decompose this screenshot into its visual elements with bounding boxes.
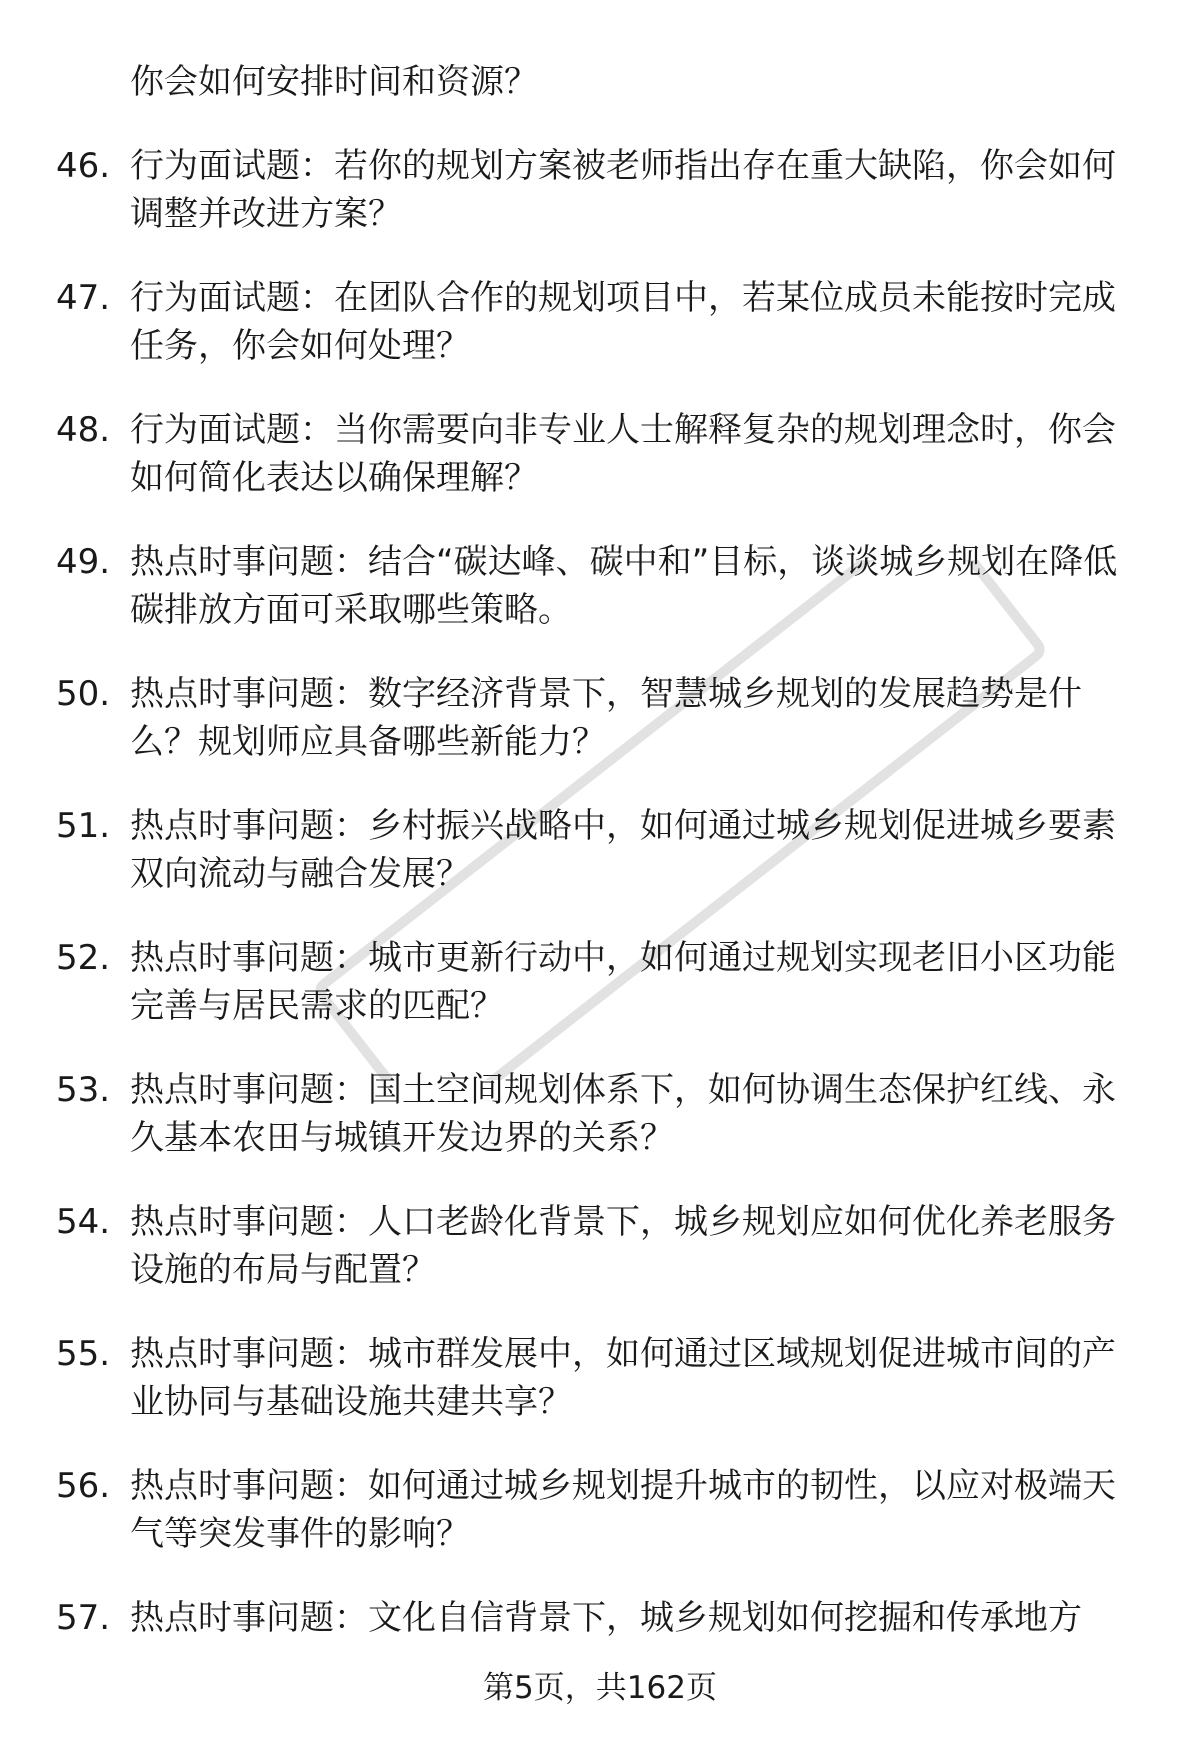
question-number: 56. [56,1466,111,1506]
question-text: 热点时事问题：国土空间规划体系下，如何协调生态保护红线、永久基本农田与城镇开发边界的关系？ [130,1070,1116,1158]
question-text: 热点时事问题：乡村振兴战略中，如何通过城乡规划促进城乡要素双向流动与融合发展？ [130,806,1116,894]
question-number: 54. [56,1202,111,1242]
question-text: 热点时事问题：人口老龄化背景下，城乡规划应如何优化养老服务设施的布局与配置？ [130,1202,1116,1290]
question-number: 49. [56,542,111,582]
question-number: 48. [56,410,111,450]
question-item [56,802,1146,898]
question-item [56,1198,1146,1294]
question-number: 46. [56,146,111,186]
question-text: 热点时事问题：结合“碳达峰、碳中和”目标，谈谈城乡规划在降低碳排放方面可采取哪些策略。 [130,542,1118,630]
question-continuation: 你会如何安排时间和资源？ [130,62,538,102]
question-number: 51. [56,806,111,846]
question-item [56,1330,1146,1426]
question-item [56,1594,1146,1642]
question-text: 热点时事问题：如何通过城乡规划提升城市的韧性，以应对极端天气等突发事件的影响？ [130,1466,1116,1554]
question-text: 热点时事问题：文化自信背景下，城乡规划如何挖掘和传承地方 [130,1598,1082,1638]
question-item [56,142,1146,238]
question-item [56,406,1146,502]
question-item [56,274,1146,370]
question-number: 50. [56,674,111,714]
question-list [56,58,1146,1678]
question-text: 热点时事问题：城市更新行动中，如何通过规划实现老旧小区功能完善与居民需求的匹配？ [130,938,1116,1026]
question-text: 行为面试题：若你的规划方案被老师指出存在重大缺陷，你会如何调整并改进方案？ [130,146,1116,234]
question-number: 53. [56,1070,111,1110]
question-number: 47. [56,278,111,318]
question-number: 57. [56,1598,111,1638]
question-number: 55. [56,1334,111,1374]
question-number: 52. [56,938,111,978]
question-text: 行为面试题：在团队合作的规划项目中，若某位成员未能按时完成任务，你会如何处理？ [130,278,1116,366]
question-text: 热点时事问题：城市群发展中，如何通过区域规划促进城市间的产业协同与基础设施共建共享？ [130,1334,1116,1422]
question-item [56,1066,1146,1162]
question-item [56,1462,1146,1558]
question-item [56,538,1146,634]
question-text: 热点时事问题：数字经济背景下，智慧城乡规划的发展趋势是什么？规划师应具备哪些新能力？ [130,674,1082,762]
question-text: 行为面试题：当你需要向非专业人士解释复杂的规划理念时，你会如何简化表达以确保理解？ [130,410,1116,498]
question-item [56,670,1146,766]
page-footer: 第5页，共162页 [483,1670,717,1706]
question-item [56,934,1146,1030]
